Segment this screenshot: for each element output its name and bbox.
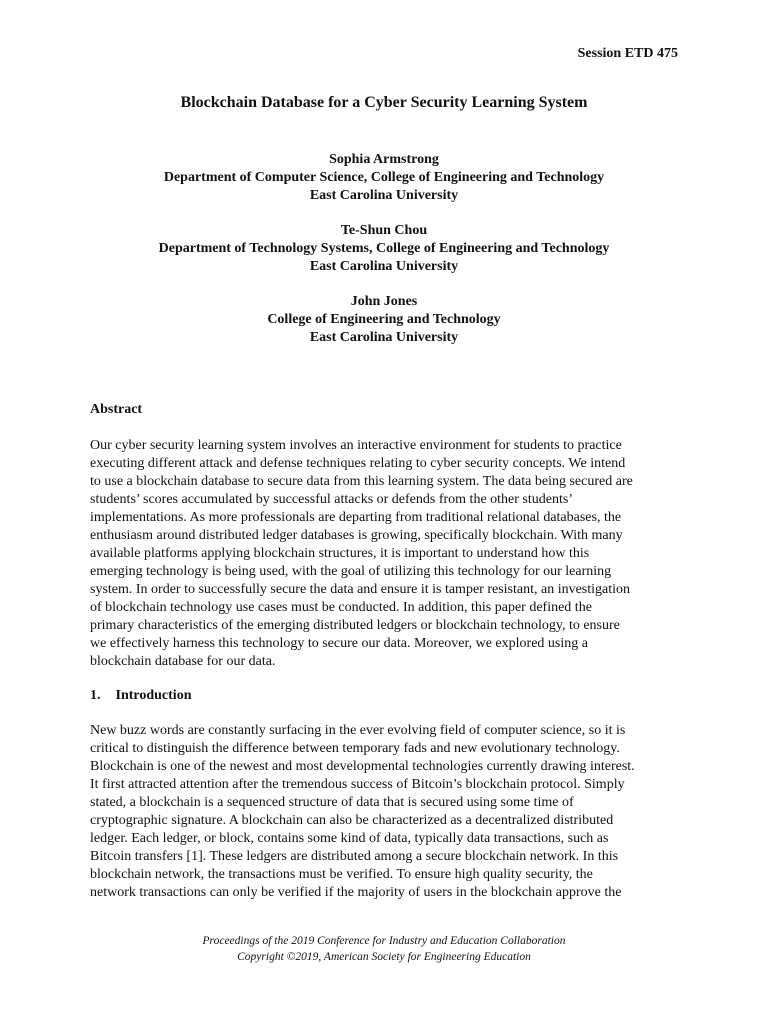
author-block	[0, 293, 768, 347]
paper-title: Blockchain Database for a Cyber Security Learning System	[180, 94, 588, 111]
text-line: Our cyber security learning system involves an interactive environment for students to practice	[90, 438, 622, 453]
author-affiliation: College of Engineering and Technology	[267, 312, 501, 327]
author-affiliation: Department of Technology Systems, College of Engineering and Technology	[158, 241, 610, 256]
text-line: New buzz words are constantly surfacing in the ever evolving field of computer science, so it is	[90, 723, 626, 738]
text-line: cryptographic signature. A blockchain can also be characterized as a decentralized distributed	[90, 813, 614, 828]
text-line: we effectively harness this technology to secure our data. Moreover, we explored using a	[90, 636, 588, 651]
page-footer	[0, 933, 768, 965]
author-name: John Jones	[350, 294, 418, 309]
text-line: system. In order to successfully secure the data and ensure it is tamper resistant, an investigation	[90, 582, 631, 597]
section-title: Introduction	[115, 688, 192, 703]
session-label: Session ETD 475	[577, 46, 678, 61]
author-institution: East Carolina University	[309, 259, 459, 274]
author-affiliation: Department of Computer Science, College of Engineering and Technology	[163, 170, 605, 185]
footer-copyright: Copyright ©2019, American Society for Engineering Education	[237, 951, 531, 963]
text-line: primary characteristics of the emerging distributed ledgers or blockchain technology, to ensure	[90, 618, 620, 633]
introduction-body	[90, 722, 680, 902]
text-line: critical to distinguish the difference between temporary fads and new evolutionary technology.	[90, 741, 620, 756]
footer-proceedings: Proceedings of the 2019 Conference for Industry and Education Collaboration	[202, 935, 566, 947]
text-line: Blockchain is one of the newest and most developmental technologies currently drawing interest.	[90, 759, 635, 774]
text-line: implementations. As more professionals are departing from traditional relational databases, the	[90, 510, 622, 525]
text-line: blockchain network, the transactions must be verified. To ensure high quality security, the	[90, 867, 593, 882]
author-name: Te-Shun Chou	[340, 223, 428, 238]
author-institution: East Carolina University	[309, 330, 459, 345]
introduction-heading	[90, 688, 191, 704]
text-line: It first attracted attention after the tremendous success of Bitcoin’s blockchain protocol. Simply	[90, 777, 625, 792]
text-line: executing different attack and defense techniques relating to cyber security concepts. We intend	[90, 456, 626, 471]
author-institution: East Carolina University	[309, 188, 459, 203]
text-line: network transactions can only be verified if the majority of users in the blockchain approve the	[90, 885, 622, 900]
text-line: of blockchain technology use cases must be conducted. In addition, this paper defined the	[90, 600, 592, 615]
text-line: enthusiasm around distributed ledger databases is growing, specifically blockchain. With many	[90, 528, 623, 543]
abstract-body	[90, 437, 680, 671]
text-line: Bitcoin transfers [1]. These ledgers are distributed among a secure blockchain network. In this	[90, 849, 619, 864]
author-list	[0, 151, 768, 364]
abstract-heading: Abstract	[90, 402, 143, 417]
author-name: Sophia Armstrong	[329, 152, 439, 167]
text-line: students’ scores accumulated by successful attacks or defends from the other students’	[90, 492, 573, 507]
text-line: stated, a blockchain is a sequenced structure of data that is secured using some time of	[90, 795, 574, 810]
author-block	[0, 151, 768, 205]
author-block	[0, 222, 768, 276]
section-number: 1.	[90, 688, 101, 703]
text-line: blockchain database for our data.	[90, 654, 276, 669]
text-line: emerging technology is being used, with the goal of utilizing this technology for our learning	[90, 564, 612, 579]
text-line: available platforms applying blockchain structures, it is important to understand how this	[90, 546, 590, 561]
text-line: to use a blockchain database to secure data from this learning system. The data being secured are	[90, 474, 633, 489]
text-line: ledger. Each ledger, or block, contains some kind of data, typically data transactions, such as	[90, 831, 609, 846]
